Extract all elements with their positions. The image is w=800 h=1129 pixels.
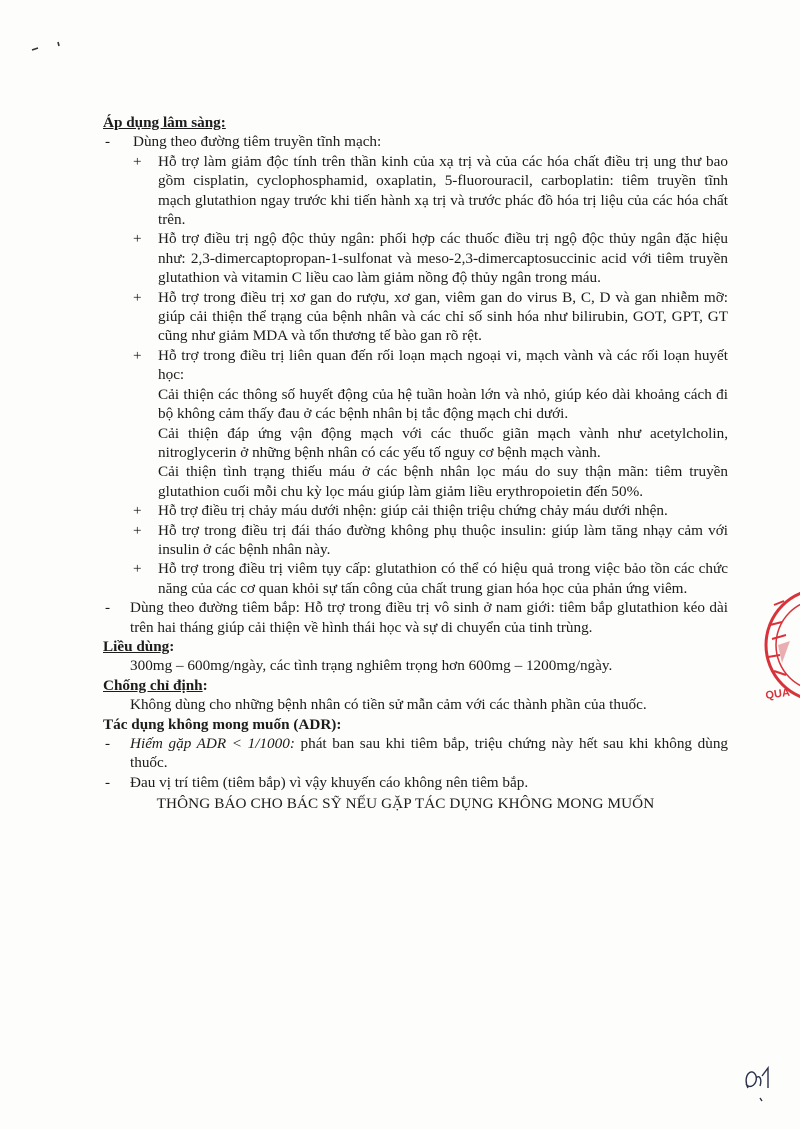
red-seal-stamp: [760, 575, 800, 715]
dash-mark: -: [105, 773, 111, 791]
contraindication-text: Không dùng cho những bệnh nhân có tiền sử mẫn cảm với các thành phần của thuốc.: [130, 696, 647, 714]
indication-item: [103, 559, 728, 598]
plus-mark: +: [133, 288, 142, 306]
iv-route-text: Dùng theo đường tiêm truyền tĩnh mạch:: [133, 133, 382, 151]
dash-mark: -: [105, 133, 111, 151]
dash-mark: -: [105, 599, 111, 617]
indication-item: [103, 229, 728, 287]
vascular-sub-paragraph: Cải thiện tình trạng thiếu máu ở các bệnh nhân lọc máu do suy thận mãn: tiêm truyền glutathion cuối mỗi chu kỳ lọc máu giúp làm giảm liều erythropoietin đến 50%.: [158, 463, 728, 500]
handwritten-initials: [738, 1058, 778, 1103]
indication-text: Hỗ trợ điều trị ngộ độc thủy ngân: phối hợp các thuốc điều trị ngộ độc thủy ngân đặc hiệu như: 2,3-dimercaptopropan-1-sulfonat và meso-2,3-dimercaptosuccinic acid với tiêm truyền glutathion và vitamin C liều cao làm giảm nồng độ thủy ngân trong máu.: [158, 230, 728, 287]
plus-mark: +: [133, 230, 142, 248]
corner-scribble: [28, 38, 68, 58]
indication-item: [103, 346, 728, 385]
plus-mark: +: [133, 346, 142, 364]
vascular-sub-paragraph: Cải thiện các thông số huyết động của hệ tuần hoàn lớn và nhỏ, giúp kéo dài khoảng cách đi bộ không cảm thấy đau ở các bệnh nhân bị tắc động mạch chi dưới.: [158, 385, 728, 423]
adr-pain-item: [103, 773, 728, 792]
im-route-text: Dùng theo đường tiêm bắp: Hỗ trợ trong điều trị vô sinh ở nam giới: tiêm bắp glutathion kéo dài trên hai tháng giúp cải thiện về hình thái học và sự di chuyển của tinh trùng.: [130, 599, 728, 636]
iv-route-line: [103, 132, 728, 151]
plus-mark: +: [133, 560, 142, 578]
indication-item: [103, 501, 728, 520]
dash-mark: -: [105, 735, 111, 752]
vascular-sub-paragraph: Cải thiện đáp ứng vận động mạch với các thuốc giãn mạch vành như acetylcholin, nitroglycerin ở những bệnh nhân có các yếu tố nguy cơ bệnh mạch vành.: [158, 424, 728, 461]
indication-text: Hỗ trợ trong điều trị liên quan đến rối loạn mạch ngoại vi, mạch vành và các rối loạn huyết học:: [158, 346, 728, 384]
plus-mark: +: [133, 502, 142, 520]
indication-text: Hỗ trợ trong điều trị viêm tụy cấp: glutathion có thể có hiệu quả trong việc bảo tồn các chức năng của các cơ quan khỏi sự tấn công của chất trung gian hóa học của phản ứng viêm.: [158, 560, 728, 597]
indication-text: Hỗ trợ trong điều trị đái tháo đường không phụ thuộc insulin: giúp làm tăng nhạy cảm với insulin ở các bệnh nhân này.: [158, 521, 728, 558]
adr-pain-text: Đau vị trí tiêm (tiêm bắp) vì vậy khuyến cáo không nên tiêm bắp.: [130, 773, 529, 791]
indication-item: [103, 152, 728, 230]
contraindication-heading: Chống chỉ định :: [103, 676, 728, 695]
adr-rare-text: phát ban sau khi tiêm bắp, triệu chứng này hết sau khi không dùng thuốc.: [130, 735, 729, 772]
adr-rare-label: Hiếm gặp ADR < 1/1000:: [130, 735, 295, 752]
report-notice: THÔNG BÁO CHO BÁC SỸ NẾU GẶP TÁC DỤNG KHÔNG MONG MUỐN: [156, 795, 655, 813]
adr-rare-item: [103, 734, 728, 773]
im-route-paragraph: [103, 598, 728, 637]
dosage-heading: Liều dùng :: [103, 637, 728, 656]
indication-text: Hỗ trợ điều trị chảy máu dưới nhện: giúp cải thiện triệu chứng chảy máu dưới nhện.: [158, 502, 668, 520]
svg-text:QUẢ: QUẢ: [764, 686, 791, 702]
indication-text: Hỗ trợ làm giảm độc tính trên thần kinh của xạ trị và của các hóa chất điều trị ung thư bao gồm cisplatin, cyclophosphamid, oxaplatin, 5-fluorouracil, carboplatin: tiêm truyền tĩnh mạch glutathion ngay trước khi tiến hành xạ trị và trước phác đồ hóa trị liệu của các hóa chất trên.: [158, 152, 728, 229]
indication-item: [103, 288, 728, 346]
document-body: [103, 113, 728, 814]
clinical-heading: Áp dụng lâm sàng:: [103, 114, 226, 131]
adr-heading: Tác dụng không mong muốn (ADR):: [103, 715, 342, 733]
plus-mark: +: [133, 521, 142, 539]
indication-item: [103, 521, 728, 560]
plus-mark: +: [133, 152, 142, 170]
dosage-text: 300mg – 600mg/ngày, các tình trạng nghiêm trọng hơn 600mg – 1200mg/ngày.: [130, 657, 613, 675]
indication-text: Hỗ trợ trong điều trị xơ gan do rượu, xơ gan, viêm gan do virus B, C, D và gan nhiễm mỡ: giúp cải thiện thể trạng của bệnh nhân và các chỉ số sinh hóa như bilirubin, GOT, GPT, GT cũng như giảm MDA và tổn thương tế bào gan rõ rệt.: [158, 288, 728, 345]
